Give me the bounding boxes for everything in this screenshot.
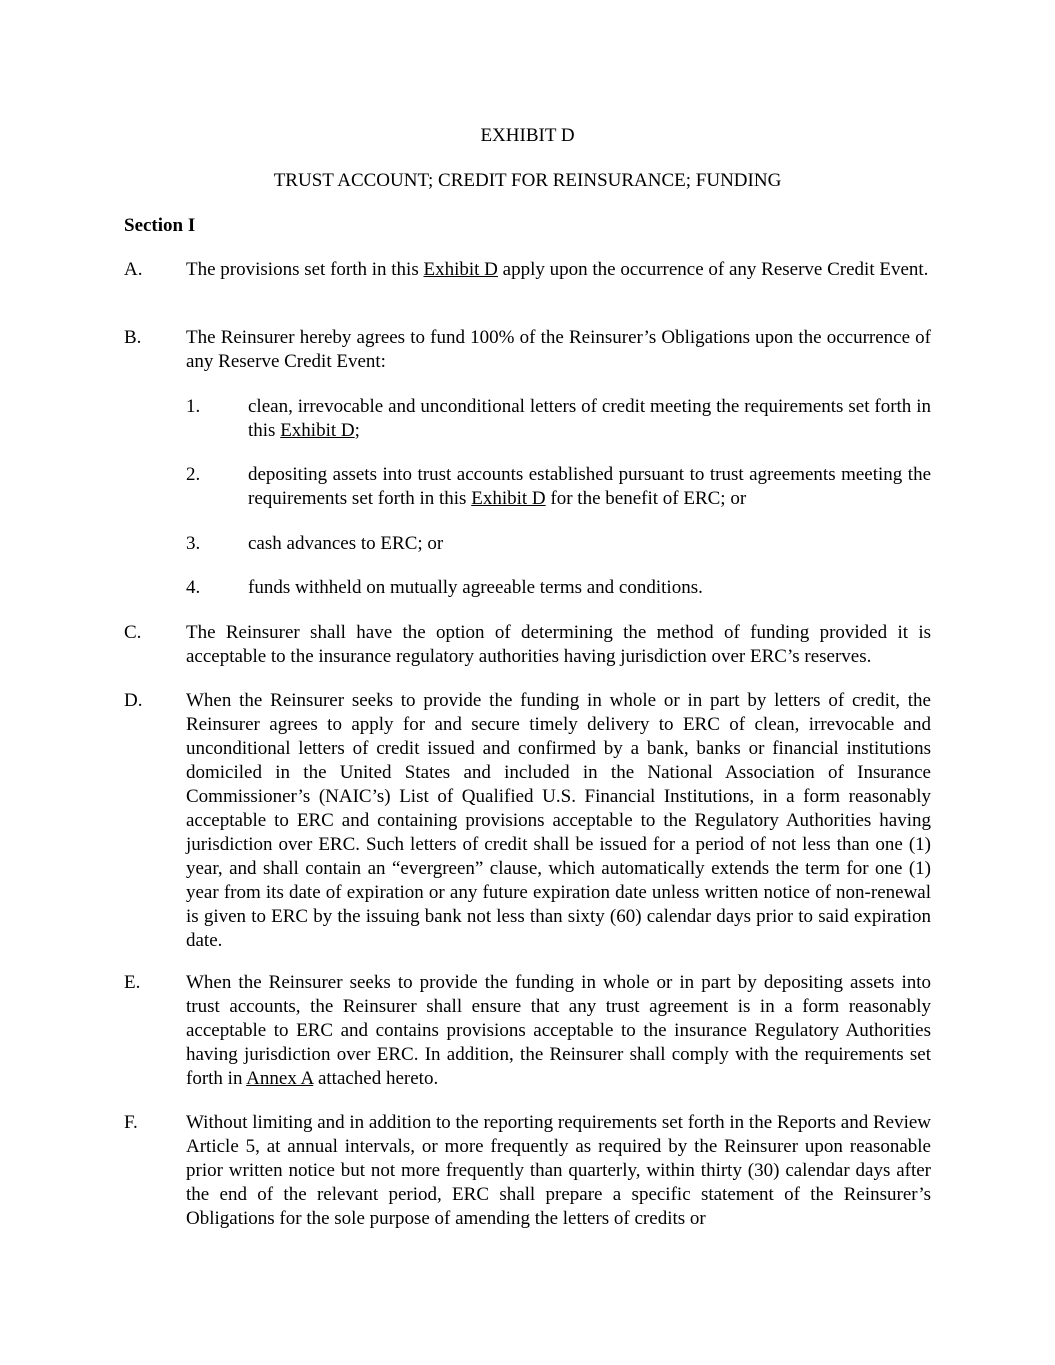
paragraph-text: Without limiting and in addition to the reporting requirements set forth in the Reports and Review Article 5, at annual intervals, or more frequently as required by the Reinsurer upon reasonable prior written notice but not more frequently than quarterly, within thirty (30) calendar days after the end of the relevant period, ERC shall prepare a specific statement of the Reinsurer’s Obligations for the sole purpose of amending the letters of credits or: [186, 1112, 931, 1229]
paragraph-marker: E.: [124, 972, 141, 993]
subitem-marker: 4.: [186, 577, 201, 598]
paragraph-marker: C.: [124, 622, 142, 643]
paragraph-text: When the Reinsurer seeks to provide the funding in whole or in part by depositing assets into trust accounts, the Reinsurer shall ensure that any trust agreement is in a form reasonably acceptable to ERC and contains provisions acceptable to the insurance Regulatory Authorities having jurisdiction over ERC. In addition, the Reinsurer shall comply with the requirements set forth in: [186, 972, 931, 1089]
subitem-marker: 2.: [186, 464, 201, 485]
paragraph-a: [124, 258, 931, 282]
subitem-text: depositing assets into trust accounts established pursuant to trust agreements meeting the requirements set forth in this: [248, 464, 931, 509]
subitem-text: clean, irrevocable and unconditional letters of credit meeting the requirements set forth in this: [248, 396, 931, 441]
paragraph-c: [124, 621, 931, 669]
paragraph-body: [186, 971, 931, 1091]
paragraph-marker: F.: [124, 1112, 138, 1133]
paragraph-text: apply upon the occurrence of any Reserve Credit Event.: [497, 259, 929, 280]
section-title: Section I: [124, 215, 196, 236]
subitem-marker: 3.: [186, 533, 201, 554]
annex-reference: Annex A: [246, 1068, 314, 1089]
exhibit-heading: EXHIBIT D: [480, 125, 575, 146]
exhibit-reference: Exhibit D: [471, 488, 546, 509]
paragraph-text: The provisions set forth in this: [186, 259, 424, 280]
exhibit-reference: Exhibit D: [423, 259, 498, 280]
paragraph-text: When the Reinsurer seeks to provide the funding in whole or in part by letters of credit, the Reinsurer agrees to apply for and secure timely delivery to ERC of clean, irrevocable and unconditional letters of credit issued and confirmed by a bank, banks or financial institutions domiciled in the United States and included in the National Association of Insurance Commissioner’s (NAIC’s) List of Qualified U.S. Financial Institutions, in a form reasonably acceptable to ERC and containing provisions acceptable to the Regulatory Authorities having jurisdiction over ERC. Such letters of credit shall be issued for a period of not less than one (1) year, and shall contain an “evergreen” clause, which automatically extends the term for one (1) year from its date of expiration or any future expiration date unless written notice of non-renewal is given to ERC by the issuing bank not less than sixty (60) calendar days prior to said expiration date.: [186, 690, 931, 951]
paragraph-body: [186, 258, 931, 282]
subitem-marker: 1.: [186, 396, 201, 417]
subitem-text: ;: [354, 420, 360, 441]
paragraph-f: [124, 1111, 931, 1231]
subitem-3: [186, 532, 931, 556]
subitem-2: [186, 463, 931, 511]
subitem-text: funds withheld on mutually agreeable terms and conditions.: [248, 577, 703, 598]
exhibit-reference: Exhibit D: [280, 420, 355, 441]
subitem-body: [248, 395, 931, 443]
subitem-text: cash advances to ERC; or: [248, 533, 444, 554]
paragraph-marker: D.: [124, 690, 143, 711]
paragraph-marker: A.: [124, 259, 143, 280]
paragraph-b: [124, 326, 931, 374]
paragraph-d: [124, 689, 931, 953]
subitem-body: [248, 463, 931, 511]
subitem-1: [186, 395, 931, 443]
paragraph-text: attached hereto.: [313, 1068, 439, 1089]
subitem-text: for the benefit of ERC; or: [545, 488, 747, 509]
exhibit-title: TRUST ACCOUNT; CREDIT FOR REINSURANCE; FUNDING: [273, 170, 782, 191]
paragraph-marker: B.: [124, 327, 142, 348]
subitem-4: [186, 576, 931, 600]
paragraph-text: The Reinsurer shall have the option of determining the method of funding provided it is acceptable to the insurance regulatory authorities having jurisdiction over ERC’s reserves.: [186, 622, 931, 667]
paragraph-e: [124, 971, 931, 1091]
paragraph-text: The Reinsurer hereby agrees to fund 100% of the Reinsurer’s Obligations upon the occurrence of any Reserve Credit Event:: [186, 327, 931, 372]
